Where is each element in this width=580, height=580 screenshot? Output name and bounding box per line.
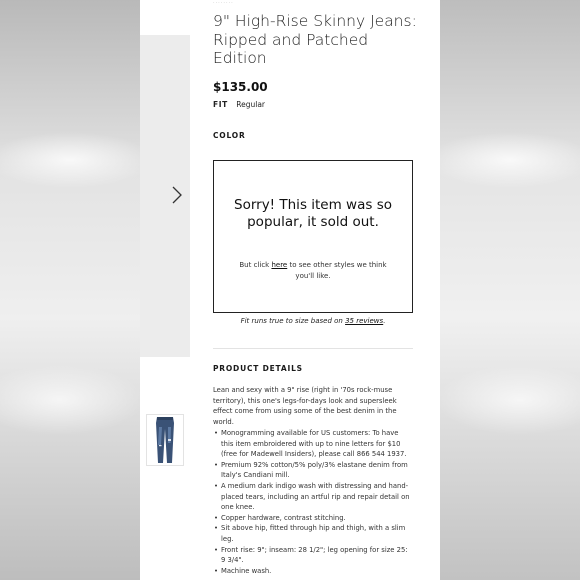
fit-row	[213, 100, 265, 109]
product-title: 9" High-Rise Skinny Jeans: Ripped and Patched Edition	[213, 12, 417, 67]
chevron-right-icon[interactable]	[172, 186, 186, 206]
product-page	[140, 0, 440, 580]
product-details-heading: PRODUCT DETAILS	[213, 364, 303, 373]
fit-value: Regular	[236, 100, 266, 109]
fit-note-text: Fit runs true to size based on	[240, 317, 346, 325]
section-divider	[213, 348, 413, 349]
product-details-list	[213, 428, 413, 576]
fit-label: FIT	[213, 100, 228, 109]
image-gallery	[140, 0, 190, 580]
see-other-styles-link[interactable]: here	[271, 261, 288, 269]
jeans-thumbnail-icon	[147, 415, 183, 465]
reviews-link[interactable]: 35 reviews	[345, 317, 384, 325]
list-item: • Sit above hip, fitted through hip and thigh, with a slim leg.	[213, 523, 413, 544]
sold-out-message: Sorry! This item was so popular, it sold out.	[234, 197, 392, 230]
list-item: • Copper hardware, contrast stitching.	[213, 513, 413, 524]
list-item: • Monogramming available for US customers: To have this item embroidered with up to nine letters for $10 (free for Madewell Insiders), please call 866 544 1937.	[213, 428, 413, 460]
list-item: • A medium dark indigo wash with distressing and hand-placed tears, including an artful rip and repair detail on one knee.	[213, 481, 413, 513]
chevron-right-icon-graphic	[172, 186, 182, 204]
fit-note	[213, 317, 413, 325]
product-price: $135.00	[213, 80, 268, 94]
sold-out-subtext-before: But click	[239, 261, 272, 269]
blurred-background-left	[0, 0, 140, 580]
list-item: • Machine wash.	[213, 566, 413, 577]
sold-out-subtext-after: to see other styles we think you'll like.	[287, 261, 387, 280]
fit-note-end: .	[383, 317, 386, 325]
product-details-intro: Lean and sexy with a 9" rise (right in '70s rock-muse territory), this one's legs-for-days look and supersleek effect come from using some of the best denim in the world.	[213, 386, 397, 426]
color-label: COLOR	[213, 131, 246, 140]
blurred-background-right	[440, 0, 580, 580]
breadcrumb: ········	[213, 0, 234, 6]
product-thumbnail[interactable]	[146, 414, 184, 466]
list-item: • Premium 92% cotton/5% poly/3% elastane denim from Italy's Candiani mill.	[213, 460, 413, 481]
list-item: • Front rise: 9"; inseam: 28 1/2"; leg opening for size 25: 9 3/4".	[213, 545, 413, 566]
sold-out-box	[213, 160, 413, 313]
sold-out-subtext	[232, 260, 394, 281]
